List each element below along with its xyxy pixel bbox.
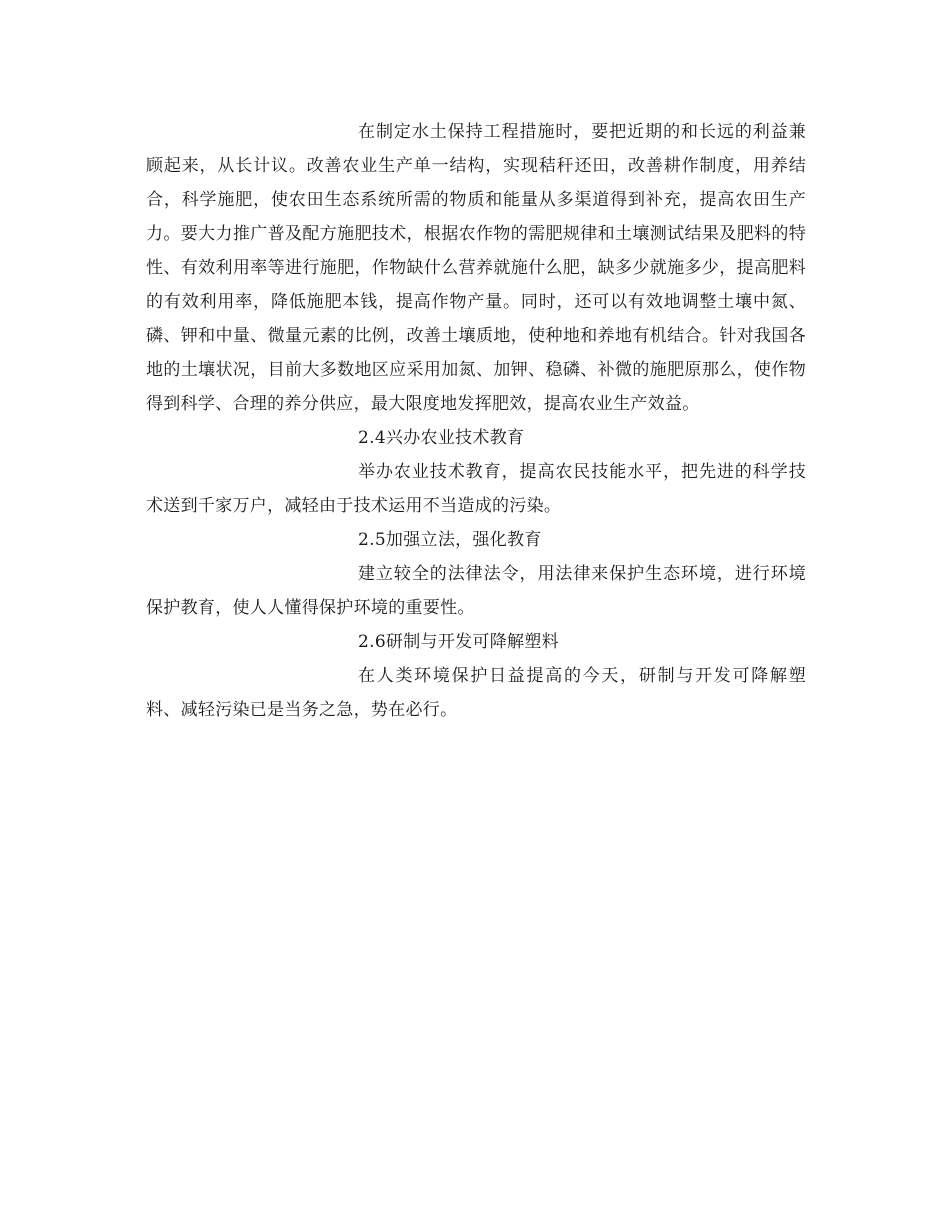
paragraph-soil-conservation: 在制定水土保持工程措施时，要把近期的和长远的利益兼顾起来，从长计议。改善农业生产单一结构，实现秸秆还田，改善耕作制度，用养结合，科学施肥，使农田生态系统所需的物质和能量从多渠道得到补充，提高农田生产力。要大力推广普及配方施肥技术，根据农作物的需肥规律和土壤测试结果及肥料的特性、有效利用率等进行施肥，作物缺什么营养就施什么肥，缺多少就施多少，提高肥料的有效利用率，降低施肥本钱，提高作物产量。同时，还可以有效地调整土壤中氮、磷、钾和中量、微量元素的比例，改善土壤质地，使种地和养地有机结合。针对我国各地的土壤状况，目前大多数地区应采用加氮、加钾、稳磷、补微的施肥原那么，使作物得到科学、合理的养分供应，最大限度地发挥肥效，提高农业生产效益。 [146, 122, 806, 414]
section-heading-2-4: 2.4兴办农业技术教育 [358, 428, 525, 448]
paragraph-agri-education: 举办农业技术教育，提高农民技能水平，把先进的科学技术送到千家万户，减轻由于技术运用不当造成的污染。 [146, 462, 806, 516]
section-heading-2-5: 2.5加强立法，强化教育 [358, 530, 542, 550]
document-body [146, 115, 806, 727]
section-heading-2-6: 2.6研制与开发可降解塑料 [358, 632, 559, 652]
paragraph-legislation: 建立较全的法律法令，用法律来保护生态环境，进行环境保护教育，使人人懂得保护环境的重要性。 [146, 564, 806, 618]
paragraph-degradable-plastic: 在人类环境保护日益提高的今天，研制与开发可降解塑料、减轻污染已是当务之急，势在必行。 [146, 666, 806, 720]
